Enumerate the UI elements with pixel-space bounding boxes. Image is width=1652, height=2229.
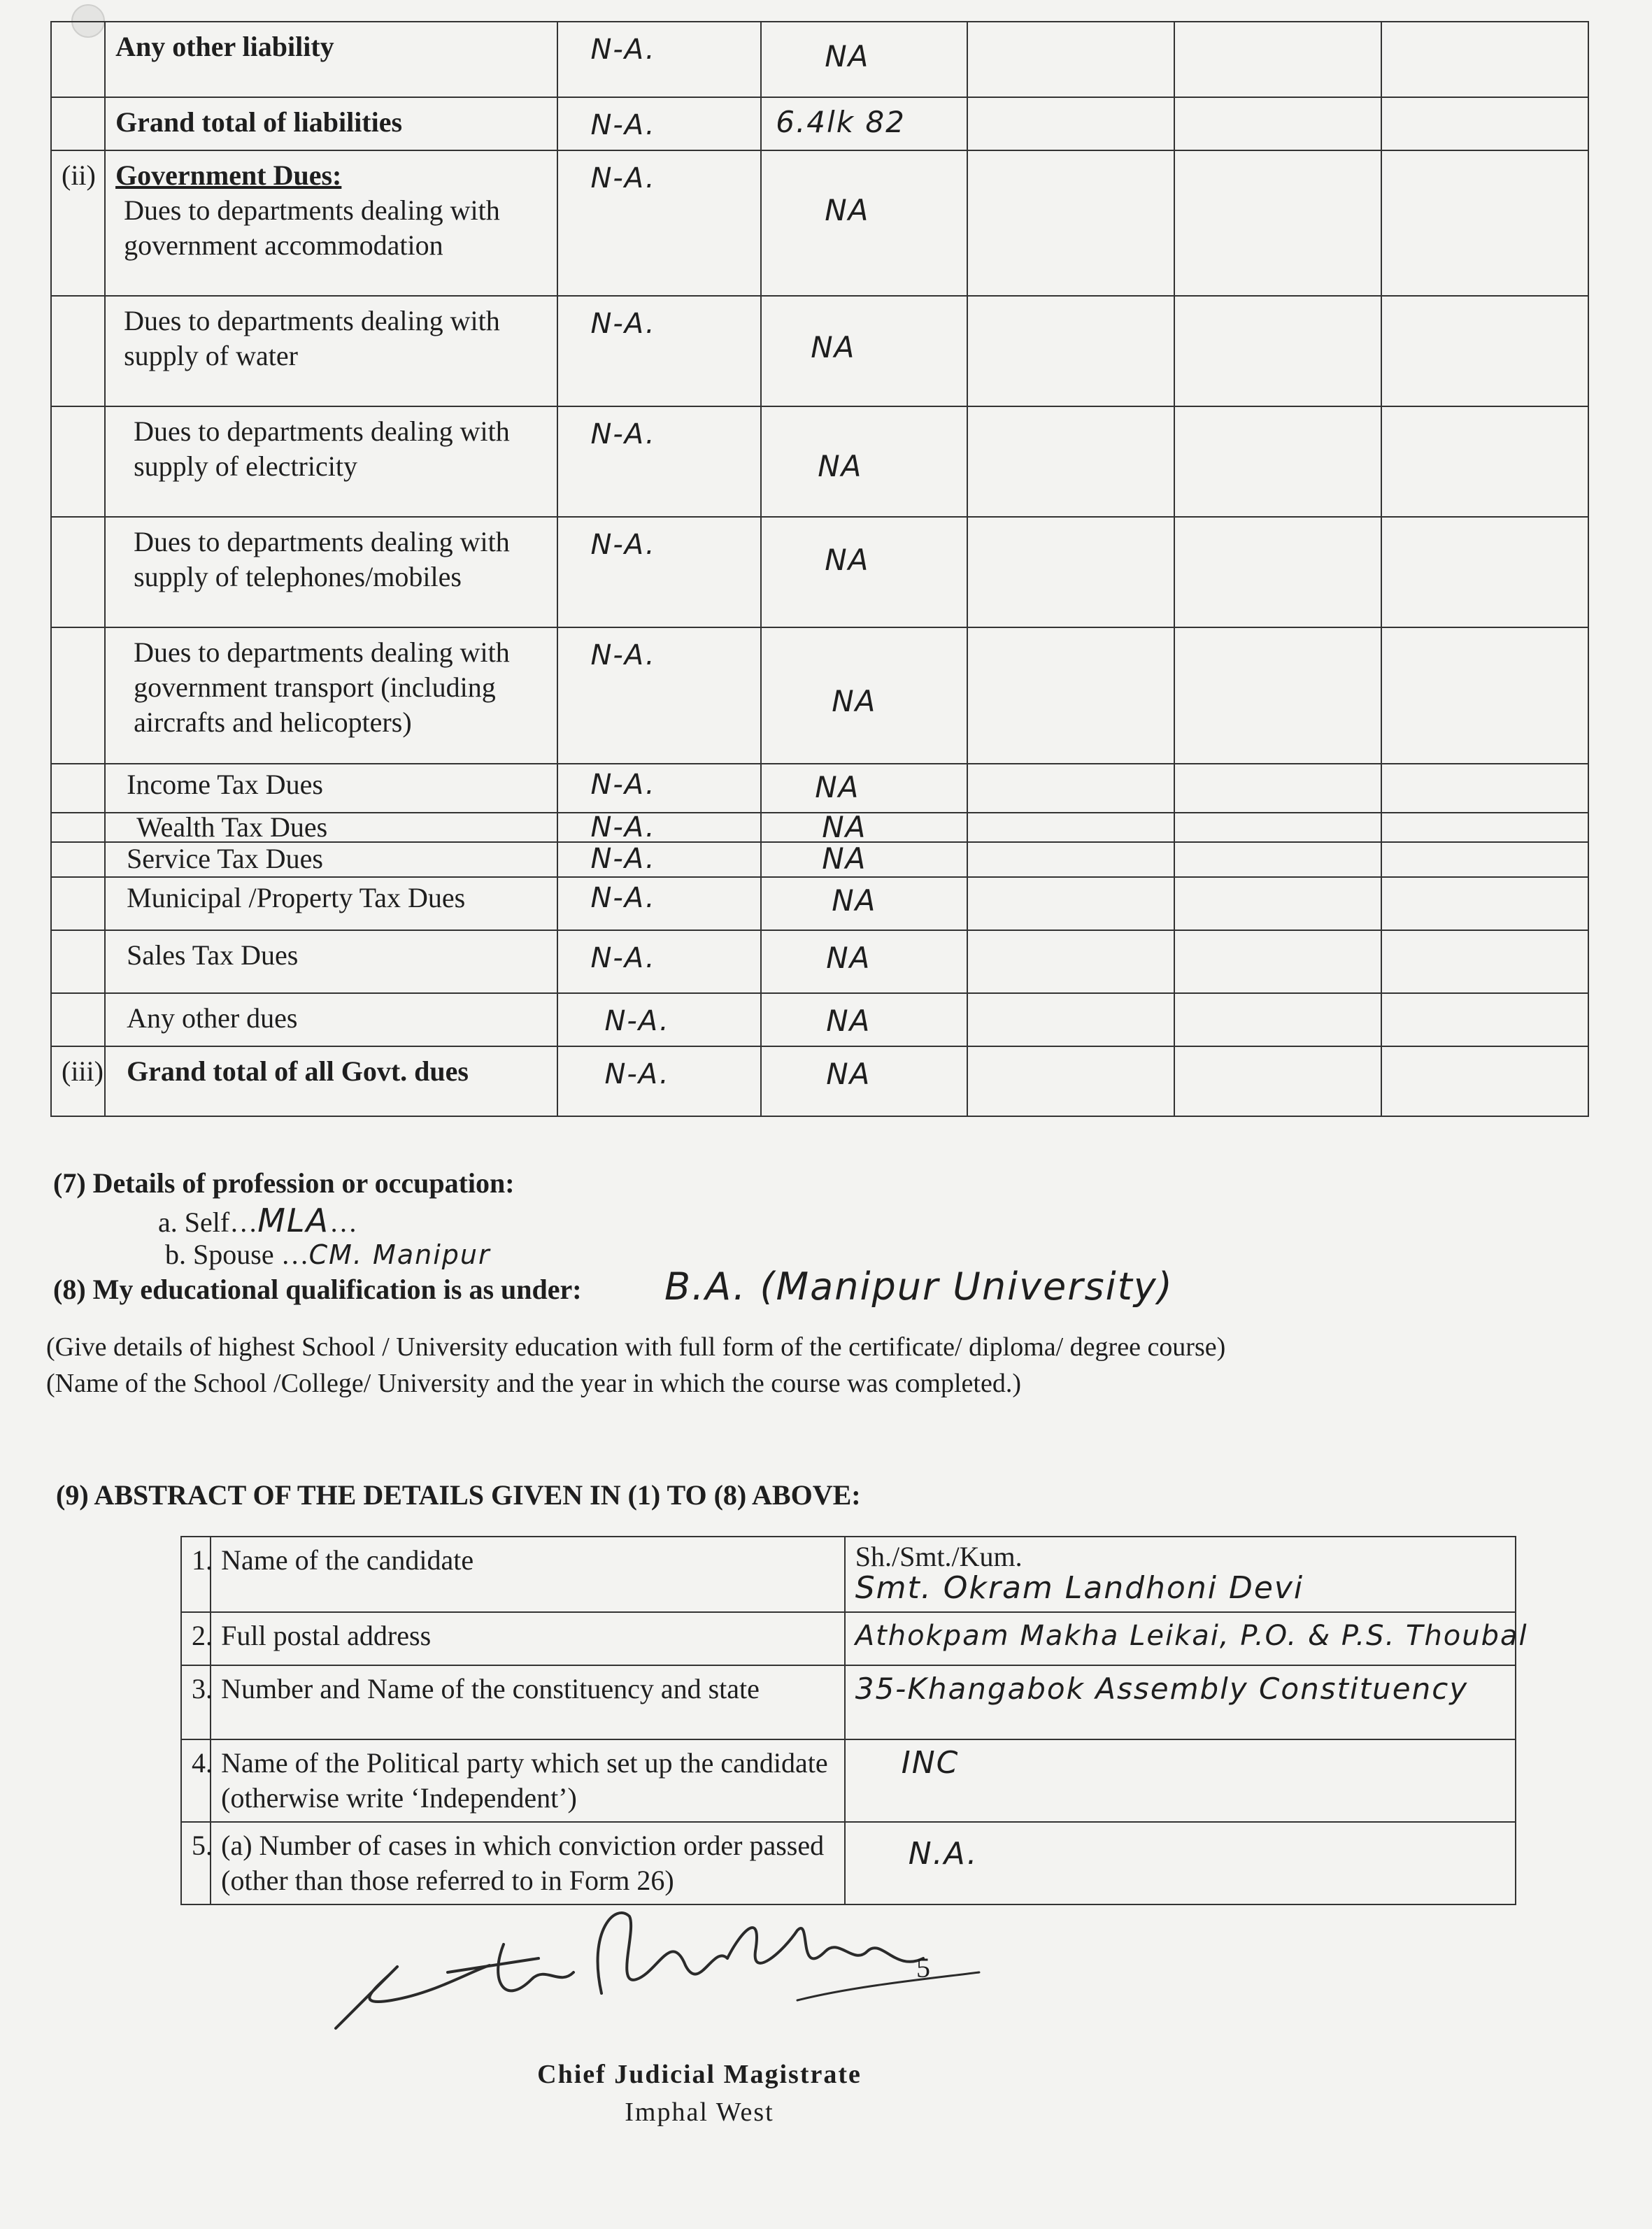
table-row (51, 842, 1588, 877)
spouse-label: b. Spouse (165, 1239, 274, 1270)
row-description: Dues to departments dealing with supply of electricity (105, 406, 557, 517)
value-col-1: N-A. (557, 97, 761, 150)
table-row (51, 1046, 1588, 1116)
row-value (845, 1612, 1528, 1665)
value-col-1: N-A. (557, 877, 761, 930)
section-8-note-1: (Give details of highest School / University education with full form of the certificate/ diploma/ degree course) (46, 1332, 1226, 1362)
table-row (51, 930, 1588, 993)
row-value (845, 1739, 1516, 1822)
value-col-2: NA (761, 406, 967, 517)
conviction-cases: N.A. (908, 1836, 978, 1872)
table-row (51, 97, 1588, 150)
row-description: Name of the Political party which set up the candidate (otherwise write ‘Independent’) (211, 1739, 845, 1822)
row-number (51, 22, 105, 97)
row-description: Grand total of liabilities (105, 97, 557, 150)
page-number: 5 (916, 1952, 930, 1984)
self-value: MLA (257, 1202, 329, 1239)
row-value (845, 1537, 1516, 1612)
row-number: (iii) (51, 1046, 105, 1116)
table-row (181, 1612, 1516, 1665)
row-description: Full postal address (211, 1612, 845, 1665)
liabilities-table (50, 21, 1589, 1117)
value-col-2: NA (761, 813, 967, 842)
row-description: (a) Number of cases in which conviction order passed (other than those referred to in Form 26) (211, 1822, 845, 1904)
constituency: 35-Khangabok Assembly Constituency (855, 1672, 1469, 1706)
value-col-2: NA (761, 877, 967, 930)
section-9-heading: (9) ABSTRACT OF THE DETAILS GIVEN IN (1) TO (8) ABOVE: (56, 1479, 861, 1511)
table-row (181, 1537, 1516, 1612)
table-row (51, 517, 1588, 627)
row-value (845, 1665, 1516, 1739)
spouse-value: CM. Manipur (308, 1239, 491, 1270)
postal-address: Athokpam Makha Leikai, P.O. & P.S. Thoubal (855, 1620, 1528, 1652)
value-col-2: NA (761, 764, 967, 813)
value-col-2: NA (761, 930, 967, 993)
table-row (51, 22, 1588, 97)
table-row (51, 150, 1588, 296)
table-row (51, 993, 1588, 1046)
footer-title: Chief Judicial Magistrate (537, 2060, 862, 2089)
value-col-1: N-A. (557, 842, 761, 877)
row-description: Dues to departments dealing with supply of telephones/mobiles (105, 517, 557, 627)
education-value: B.A. (Manipur University) (664, 1265, 1174, 1309)
table-row (51, 406, 1588, 517)
value-col-1: N-A. (557, 1046, 761, 1116)
value-col-1: N-A. (557, 517, 761, 627)
value-col-1: N-A. (557, 22, 761, 97)
row-description: Wealth Tax Dues (105, 813, 557, 842)
table-row (51, 627, 1588, 764)
row-description: Income Tax Dues (105, 764, 557, 813)
row-description: Grand total of all Govt. dues (105, 1046, 557, 1116)
name-prefix: Sh./Smt./Kum. (855, 1541, 1023, 1572)
govt-dues-heading: Government Dues: (115, 159, 342, 191)
value-col-2: NA (761, 993, 967, 1046)
value-col-2: NA (761, 842, 967, 877)
row-number: 3. (181, 1665, 211, 1739)
row-description: Dues to departments dealing with supply of water (105, 296, 557, 406)
row-description: Any other dues (105, 993, 557, 1046)
value-col-1: N-A. (557, 993, 761, 1046)
table-row (51, 813, 1588, 842)
political-party: INC (901, 1745, 960, 1781)
value-col-2: NA (761, 150, 967, 296)
section-7-self: a. Self…MLA… (158, 1202, 357, 1239)
value-col-1: N-A. (557, 406, 761, 517)
row-description (105, 150, 557, 296)
row-number: 1. (181, 1537, 211, 1612)
table-row (181, 1665, 1516, 1739)
self-label: a. Self (158, 1206, 230, 1238)
value-col-1: N-A. (557, 813, 761, 842)
section-7-spouse: b. Spouse …CM. Manipur (165, 1239, 491, 1270)
signature-mark (308, 1888, 1007, 2049)
govt-dues-first-item: Dues to departments dealing with government accommodation (124, 194, 500, 261)
value-col-1: N-A. (557, 150, 761, 296)
section-8-heading: (8) My educational qualification is as under: (53, 1274, 582, 1305)
row-number (51, 97, 105, 150)
value-col-2: 6.4lk 82 (761, 97, 967, 150)
value-col-1: N-A. (557, 764, 761, 813)
row-number: 5. (181, 1822, 211, 1904)
row-description: Dues to departments dealing with government transport (including aircrafts and helicopters) (105, 627, 557, 764)
row-number: 4. (181, 1739, 211, 1822)
footer-place: Imphal West (625, 2098, 774, 2127)
table-row (181, 1739, 1516, 1822)
table-row (51, 877, 1588, 930)
value-col-2: NA (761, 517, 967, 627)
row-number: 2. (181, 1612, 211, 1665)
value-col-1: N-A. (557, 627, 761, 764)
row-description: Any other liability (105, 22, 557, 97)
value-col-1: N-A. (557, 296, 761, 406)
value-col-2: NA (761, 296, 967, 406)
row-description: Municipal /Property Tax Dues (105, 877, 557, 930)
section-8-note-2: (Name of the School /College/ University and the year in which the course was completed.) (46, 1369, 1021, 1398)
value-col-1: N-A. (557, 930, 761, 993)
candidate-name: Smt. Okram Landhoni Devi (855, 1570, 1304, 1606)
section-7-heading: (7) Details of profession or occupation: (53, 1167, 515, 1199)
abstract-table (180, 1536, 1528, 1905)
row-number: (ii) (51, 150, 105, 296)
row-description: Service Tax Dues (105, 842, 557, 877)
table-row (51, 764, 1588, 813)
row-description: Sales Tax Dues (105, 930, 557, 993)
row-description: Name of the candidate (211, 1537, 845, 1612)
value-col-2: NA (761, 22, 967, 97)
value-col-2: NA (761, 627, 967, 764)
row-description: Number and Name of the constituency and state (211, 1665, 845, 1739)
value-col-2: NA (761, 1046, 967, 1116)
table-row (51, 296, 1588, 406)
